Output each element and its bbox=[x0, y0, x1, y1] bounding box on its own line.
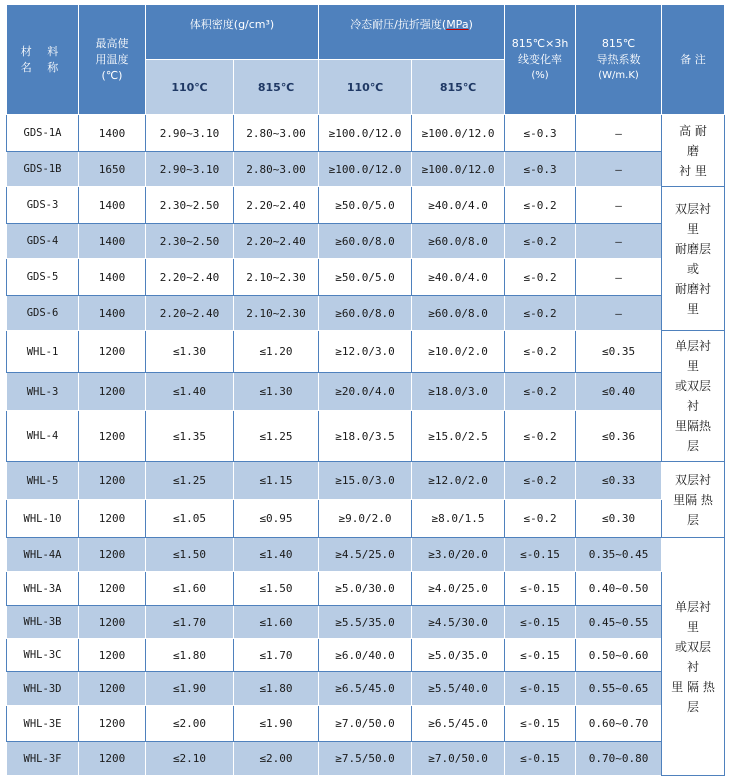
cell-strength-110: ≥60.0/8.0 bbox=[319, 296, 412, 331]
header-density-815: 815℃ bbox=[234, 60, 319, 115]
cell-density-110: ≤1.25 bbox=[146, 462, 234, 500]
note-line: 层 bbox=[687, 439, 700, 453]
cell-strength-815: ≥100.0/12.0 bbox=[412, 152, 505, 187]
cell-linear-change: ≤-0.15 bbox=[505, 742, 576, 776]
header-density: 体积密度(g/cm³) bbox=[146, 5, 319, 60]
cell-material-name: WHL-3C bbox=[7, 639, 79, 672]
cell-thermal-conductivity: ≤0.35 bbox=[576, 331, 662, 373]
cell-thermal-conductivity: ≤0.33 bbox=[576, 462, 662, 500]
table-row bbox=[7, 639, 725, 672]
table-row bbox=[7, 706, 725, 742]
cell-density-110: ≤1.60 bbox=[146, 572, 234, 606]
table-row bbox=[7, 538, 725, 572]
header-linear-change: 815℃×3h 线变化率 (%) bbox=[505, 5, 576, 115]
cell-strength-110: ≥9.0/2.0 bbox=[319, 500, 412, 538]
header-material-name: 材 料 名 称 bbox=[7, 5, 79, 115]
table-row bbox=[7, 259, 725, 296]
cell-thermal-conductivity: 0.60~0.70 bbox=[576, 706, 662, 742]
cell-density-815: 2.20~2.40 bbox=[234, 187, 319, 224]
cell-strength-815: ≥18.0/3.0 bbox=[412, 373, 505, 411]
header-strength-815: 815℃ bbox=[412, 60, 505, 115]
cell-max-temp: 1200 bbox=[79, 411, 146, 462]
cell-strength-815: ≥3.0/20.0 bbox=[412, 538, 505, 572]
header-strength-110: 110℃ bbox=[319, 60, 412, 115]
cell-strength-815: ≥5.5/40.0 bbox=[412, 672, 505, 706]
cell-strength-815: ≥60.0/8.0 bbox=[412, 296, 505, 331]
cell-strength-110: ≥7.0/50.0 bbox=[319, 706, 412, 742]
cell-material-name: WHL-3B bbox=[7, 606, 79, 639]
table-row bbox=[7, 572, 725, 606]
cell-max-temp: 1200 bbox=[79, 373, 146, 411]
cell-thermal-conductivity: — bbox=[576, 259, 662, 296]
cell-linear-change: ≤-0.15 bbox=[505, 706, 576, 742]
cell-max-temp: 1200 bbox=[79, 538, 146, 572]
note-line: 里 bbox=[687, 619, 700, 634]
cell-density-815: 2.10~2.30 bbox=[234, 259, 319, 296]
cell-max-temp: 1200 bbox=[79, 639, 146, 672]
note-line: 里 bbox=[687, 359, 700, 373]
cell-linear-change: ≤-0.2 bbox=[505, 411, 576, 462]
cell-thermal-conductivity: 0.50~0.60 bbox=[576, 639, 662, 672]
cell-material-name: GDS-1A bbox=[7, 115, 79, 152]
cell-strength-815: ≥60.0/8.0 bbox=[412, 224, 505, 259]
note-line: 衬 里 bbox=[679, 163, 707, 178]
table-row bbox=[7, 224, 725, 259]
note-line: 里隔 热 bbox=[673, 492, 713, 507]
cell-thermal-conductivity: — bbox=[576, 152, 662, 187]
cell-thermal-conductivity: ≤0.40 bbox=[576, 373, 662, 411]
cell-max-temp: 1200 bbox=[79, 331, 146, 373]
cell-strength-815: ≥5.0/35.0 bbox=[412, 639, 505, 672]
cell-strength-110: ≥100.0/12.0 bbox=[319, 152, 412, 187]
cell-linear-change: ≤-0.2 bbox=[505, 331, 576, 373]
cell-thermal-conductivity: ≤0.36 bbox=[576, 411, 662, 462]
table-row bbox=[7, 331, 725, 373]
cell-density-815: ≤1.70 bbox=[234, 639, 319, 672]
note-line: 衬 bbox=[687, 399, 700, 413]
refractory-spec-table bbox=[6, 4, 725, 776]
cell-material-name: WHL-4A bbox=[7, 538, 79, 572]
note-cell bbox=[662, 462, 725, 538]
note-line: 或双层 bbox=[675, 379, 712, 393]
cell-thermal-conductivity: 0.55~0.65 bbox=[576, 672, 662, 706]
table-row bbox=[7, 187, 725, 224]
note-line: 或双层 bbox=[675, 639, 712, 654]
cell-material-name: WHL-1 bbox=[7, 331, 79, 373]
cell-max-temp: 1400 bbox=[79, 259, 146, 296]
cell-max-temp: 1400 bbox=[79, 224, 146, 259]
cell-material-name: GDS-4 bbox=[7, 224, 79, 259]
note-line: 里 bbox=[687, 221, 700, 236]
cell-material-name: WHL-3D bbox=[7, 672, 79, 706]
cell-density-110: ≤1.05 bbox=[146, 500, 234, 538]
cell-material-name: WHL-3E bbox=[7, 706, 79, 742]
note-line: 耐磨衬 bbox=[675, 281, 712, 296]
cell-strength-110: ≥60.0/8.0 bbox=[319, 224, 412, 259]
cell-strength-110: ≥6.0/40.0 bbox=[319, 639, 412, 672]
cell-max-temp: 1200 bbox=[79, 462, 146, 500]
cell-density-815: ≤1.50 bbox=[234, 572, 319, 606]
cell-thermal-conductivity: ≤0.30 bbox=[576, 500, 662, 538]
table-row bbox=[7, 606, 725, 639]
cell-strength-815: ≥4.0/25.0 bbox=[412, 572, 505, 606]
table-row bbox=[7, 152, 725, 187]
cell-linear-change: ≤-0.2 bbox=[505, 373, 576, 411]
cell-thermal-conductivity: — bbox=[576, 187, 662, 224]
cell-strength-110: ≥6.5/45.0 bbox=[319, 672, 412, 706]
cell-strength-110: ≥15.0/3.0 bbox=[319, 462, 412, 500]
cell-linear-change: ≤-0.2 bbox=[505, 500, 576, 538]
note-line: 双层衬 bbox=[675, 201, 712, 216]
cell-linear-change: ≤-0.15 bbox=[505, 606, 576, 639]
cell-strength-110: ≥5.5/35.0 bbox=[319, 606, 412, 639]
cell-thermal-conductivity: — bbox=[576, 224, 662, 259]
note-line: 高 耐 bbox=[679, 123, 707, 138]
cell-linear-change: ≤-0.15 bbox=[505, 639, 576, 672]
cell-linear-change: ≤-0.3 bbox=[505, 115, 576, 152]
cell-density-110: ≤1.40 bbox=[146, 373, 234, 411]
cell-thermal-conductivity: 0.45~0.55 bbox=[576, 606, 662, 639]
note-cell bbox=[662, 538, 725, 776]
note-line: 层 bbox=[687, 699, 700, 714]
cell-strength-815: ≥100.0/12.0 bbox=[412, 115, 505, 152]
cell-strength-815: ≥40.0/4.0 bbox=[412, 187, 505, 224]
header-density-110: 110℃ bbox=[146, 60, 234, 115]
cell-linear-change: ≤-0.2 bbox=[505, 462, 576, 500]
cell-material-name: WHL-3A bbox=[7, 572, 79, 606]
note-cell bbox=[662, 331, 725, 462]
cell-density-815: ≤1.90 bbox=[234, 706, 319, 742]
header-thermal-conductivity: 815℃ 导热系数 (W/m.K) bbox=[576, 5, 662, 115]
cell-density-815: ≤1.25 bbox=[234, 411, 319, 462]
cell-linear-change: ≤-0.2 bbox=[505, 259, 576, 296]
note-line: 或 bbox=[687, 261, 700, 276]
cell-strength-110: ≥50.0/5.0 bbox=[319, 187, 412, 224]
cell-material-name: GDS-1B bbox=[7, 152, 79, 187]
note-line: 里 隔 热 bbox=[671, 679, 715, 694]
cell-linear-change: ≤-0.2 bbox=[505, 224, 576, 259]
cell-strength-815: ≥15.0/2.5 bbox=[412, 411, 505, 462]
cell-max-temp: 1200 bbox=[79, 606, 146, 639]
header-strength: 冷态耐压/抗折强度(MPa) bbox=[319, 5, 505, 60]
cell-thermal-conductivity: 0.35~0.45 bbox=[576, 538, 662, 572]
cell-density-110: 2.90~3.10 bbox=[146, 152, 234, 187]
cell-max-temp: 1400 bbox=[79, 187, 146, 224]
cell-material-name: GDS-3 bbox=[7, 187, 79, 224]
cell-density-110: 2.20~2.40 bbox=[146, 259, 234, 296]
cell-max-temp: 1200 bbox=[79, 742, 146, 776]
cell-density-110: ≤1.50 bbox=[146, 538, 234, 572]
cell-density-815: 2.20~2.40 bbox=[234, 224, 319, 259]
table-row bbox=[7, 296, 725, 331]
note-line: 单层衬 bbox=[675, 599, 712, 614]
cell-linear-change: ≤-0.2 bbox=[505, 187, 576, 224]
cell-max-temp: 1650 bbox=[79, 152, 146, 187]
cell-density-110: ≤1.80 bbox=[146, 639, 234, 672]
cell-material-name: WHL-4 bbox=[7, 411, 79, 462]
table-row bbox=[7, 411, 725, 462]
header-max-temp: 最高使 用温度 (℃) bbox=[79, 5, 146, 115]
cell-max-temp: 1200 bbox=[79, 572, 146, 606]
cell-thermal-conductivity: 0.70~0.80 bbox=[576, 742, 662, 776]
note-line: 里 bbox=[687, 301, 700, 316]
cell-material-name: GDS-6 bbox=[7, 296, 79, 331]
note-line: 里隔热 bbox=[675, 419, 712, 433]
cell-strength-815: ≥12.0/2.0 bbox=[412, 462, 505, 500]
cell-linear-change: ≤-0.15 bbox=[505, 672, 576, 706]
cell-density-110: 2.30~2.50 bbox=[146, 187, 234, 224]
note-line: 衬 bbox=[687, 659, 700, 674]
cell-strength-815: ≥4.5/30.0 bbox=[412, 606, 505, 639]
cell-material-name: WHL-5 bbox=[7, 462, 79, 500]
cell-strength-110: ≥20.0/4.0 bbox=[319, 373, 412, 411]
cell-density-815: ≤1.80 bbox=[234, 672, 319, 706]
cell-density-815: ≤1.30 bbox=[234, 373, 319, 411]
table-row bbox=[7, 462, 725, 500]
cell-linear-change: ≤-0.2 bbox=[505, 296, 576, 331]
note-line: 磨 bbox=[687, 143, 700, 158]
cell-strength-815: ≥7.0/50.0 bbox=[412, 742, 505, 776]
cell-density-110: 2.20~2.40 bbox=[146, 296, 234, 331]
note-line: 双层衬 bbox=[675, 472, 712, 487]
cell-max-temp: 1200 bbox=[79, 500, 146, 538]
cell-material-name: WHL-10 bbox=[7, 500, 79, 538]
cell-strength-110: ≥50.0/5.0 bbox=[319, 259, 412, 296]
cell-density-815: 2.80~3.00 bbox=[234, 152, 319, 187]
cell-max-temp: 1400 bbox=[79, 115, 146, 152]
cell-linear-change: ≤-0.15 bbox=[505, 572, 576, 606]
note-line: 单层衬 bbox=[675, 339, 712, 353]
table-body bbox=[7, 115, 725, 776]
cell-max-temp: 1200 bbox=[79, 706, 146, 742]
note-cell bbox=[662, 187, 725, 331]
cell-density-110: ≤1.35 bbox=[146, 411, 234, 462]
cell-linear-change: ≤-0.3 bbox=[505, 152, 576, 187]
cell-density-110: ≤1.70 bbox=[146, 606, 234, 639]
cell-strength-110: ≥18.0/3.5 bbox=[319, 411, 412, 462]
cell-density-815: ≤1.60 bbox=[234, 606, 319, 639]
table-row bbox=[7, 373, 725, 411]
cell-strength-815: ≥6.5/45.0 bbox=[412, 706, 505, 742]
cell-thermal-conductivity: 0.40~0.50 bbox=[576, 572, 662, 606]
cell-density-815: ≤1.40 bbox=[234, 538, 319, 572]
header-note: 备 注 bbox=[662, 5, 725, 115]
cell-density-815: ≤0.95 bbox=[234, 500, 319, 538]
table-row bbox=[7, 115, 725, 152]
cell-material-name: GDS-5 bbox=[7, 259, 79, 296]
cell-density-815: ≤1.20 bbox=[234, 331, 319, 373]
cell-density-815: 2.80~3.00 bbox=[234, 115, 319, 152]
cell-strength-815: ≥40.0/4.0 bbox=[412, 259, 505, 296]
cell-density-110: 2.30~2.50 bbox=[146, 224, 234, 259]
cell-density-110: ≤1.30 bbox=[146, 331, 234, 373]
cell-density-110: ≤2.10 bbox=[146, 742, 234, 776]
cell-strength-110: ≥4.5/25.0 bbox=[319, 538, 412, 572]
cell-thermal-conductivity: — bbox=[576, 115, 662, 152]
cell-density-815: ≤1.15 bbox=[234, 462, 319, 500]
table-row bbox=[7, 742, 725, 776]
cell-strength-815: ≥8.0/1.5 bbox=[412, 500, 505, 538]
table-row bbox=[7, 672, 725, 706]
note-line: 层 bbox=[687, 512, 700, 527]
cell-strength-110: ≥12.0/3.0 bbox=[319, 331, 412, 373]
table-row bbox=[7, 500, 725, 538]
cell-density-815: ≤2.00 bbox=[234, 742, 319, 776]
cell-thermal-conductivity: — bbox=[576, 296, 662, 331]
cell-max-temp: 1200 bbox=[79, 672, 146, 706]
cell-density-110: 2.90~3.10 bbox=[146, 115, 234, 152]
cell-density-110: ≤1.90 bbox=[146, 672, 234, 706]
cell-material-name: WHL-3 bbox=[7, 373, 79, 411]
note-line: 耐磨层 bbox=[675, 241, 712, 256]
cell-max-temp: 1400 bbox=[79, 296, 146, 331]
cell-linear-change: ≤-0.15 bbox=[505, 538, 576, 572]
cell-strength-815: ≥10.0/2.0 bbox=[412, 331, 505, 373]
cell-strength-110: ≥7.5/50.0 bbox=[319, 742, 412, 776]
cell-density-110: ≤2.00 bbox=[146, 706, 234, 742]
cell-strength-110: ≥5.0/30.0 bbox=[319, 572, 412, 606]
cell-material-name: WHL-3F bbox=[7, 742, 79, 776]
cell-strength-110: ≥100.0/12.0 bbox=[319, 115, 412, 152]
cell-density-815: 2.10~2.30 bbox=[234, 296, 319, 331]
note-cell bbox=[662, 115, 725, 187]
